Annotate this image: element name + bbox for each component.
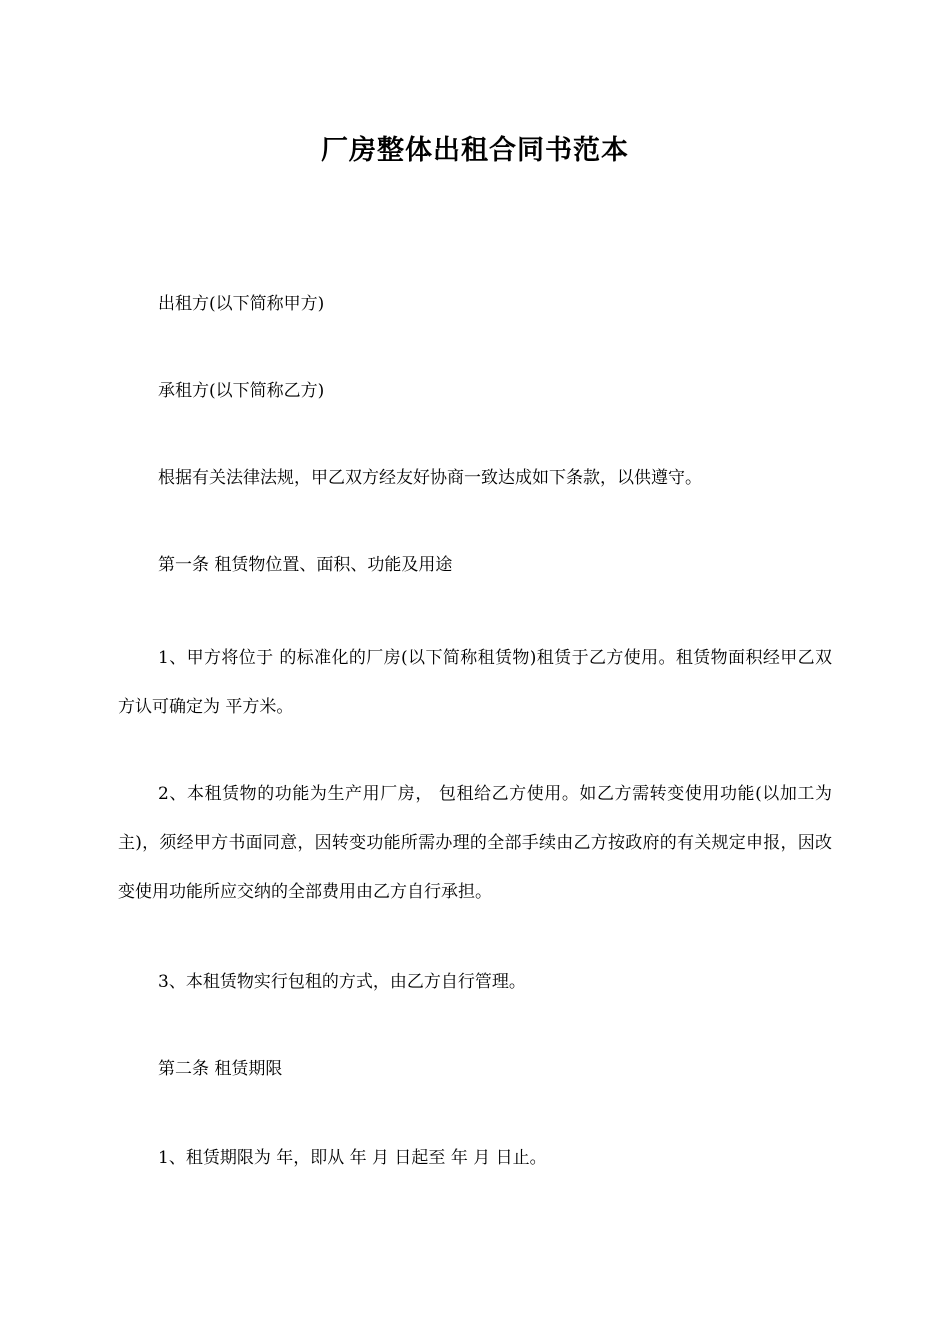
- article-2-heading: 第二条 租赁期限: [158, 1059, 283, 1079]
- article-1-clause-1: 1、甲方将位于 的标准化的厂房(以下简称租赁物)租赁于乙方使用。租赁物面积经甲乙双方认可确定为 平方米。: [118, 648, 832, 717]
- article-1-clause-3: 3、本租赁物实行包租的方式，由乙方自行管理。: [158, 972, 526, 992]
- article-1-clause-2: 2、本租赁物的功能为生产用厂房， 包租给乙方使用。如乙方需转变使用功能(以加工为主)，须经甲方书面同意，因转变功能所需办理的全部手续由乙方按政府的有关规定申报，因改变使用功能所应交纳的全部费用由乙方自行承担。: [118, 784, 832, 902]
- article-1-heading: 第一条 租赁物位置、面积、功能及用途: [158, 555, 453, 575]
- article-2-clause-1: 1、租赁期限为 年，即从 年 月 日起至 年 月 日止。: [158, 1148, 547, 1168]
- party-a-line: 出租方(以下简称甲方): [158, 294, 325, 314]
- preamble-paragraph: 根据有关法律法规，甲乙双方经友好协商一致达成如下条款，以供遵守。: [158, 468, 702, 488]
- document-title: 厂房整体出租合同书范本: [321, 135, 629, 166]
- party-b-line: 承租方(以下简称乙方): [158, 381, 325, 401]
